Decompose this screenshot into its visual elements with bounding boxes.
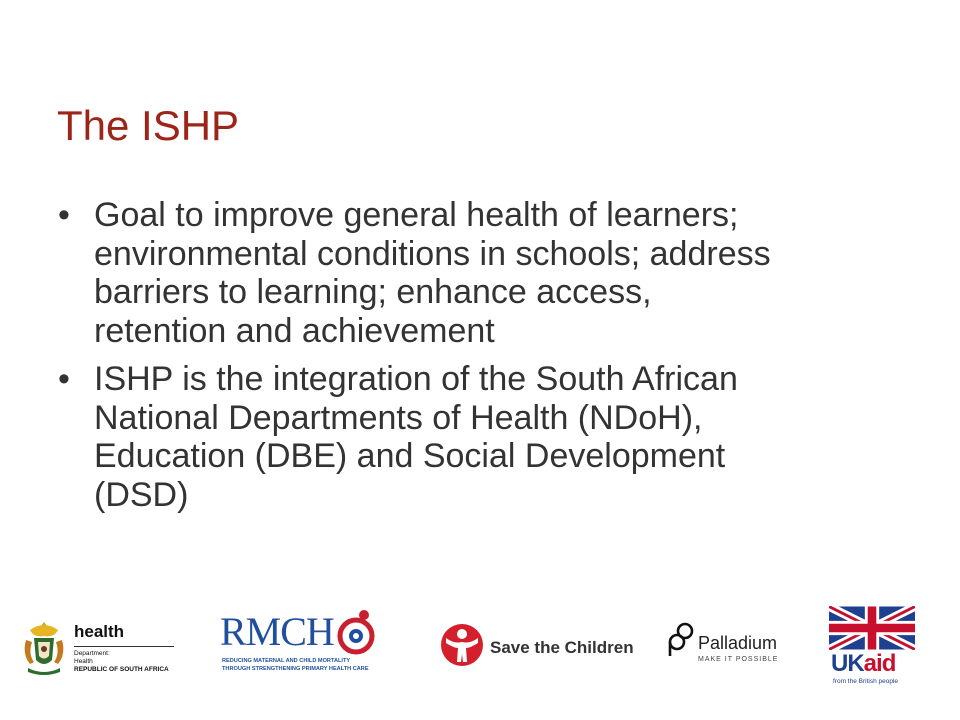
bullet-text-line: Goal to improve general health of learners; (94, 196, 739, 234)
partner-logo-strip (0, 598, 960, 698)
bullet-marker: • (58, 196, 70, 234)
health-wordmark: health (74, 622, 125, 641)
ukaid-aid-text: aid (863, 650, 896, 677)
bullet-text-line: barriers to learning; enhance access, (94, 273, 652, 311)
mother-child-icon (334, 608, 376, 656)
rmch-tagline-line: REDUCING MATERNAL AND CHILD MORTALITY (222, 658, 351, 664)
palladium-logo (668, 618, 798, 673)
palladium-p-icon (668, 622, 696, 658)
health-country-label: REPUBLIC OF SOUTH AFRICA (74, 666, 169, 673)
ukaid-tagline: from the British people (833, 678, 899, 685)
union-jack-flag-icon (829, 606, 915, 650)
bullet-item-goal (58, 196, 898, 350)
palladium-wordmark: Palladium (698, 633, 778, 653)
bullet-text-line: retention and achievement (94, 311, 495, 350)
bullet-text-line: environmental conditions in schools; address (94, 234, 771, 273)
health-divider (74, 646, 174, 647)
save-the-children-logo (440, 622, 650, 672)
bullet-text-line: National Departments of Health (NDoH), (94, 398, 703, 437)
bullet-list (58, 196, 898, 524)
ukaid-wordmark (831, 650, 895, 678)
rmch-tagline-line: THROUGH STRENGTHENING PRIMARY HEALTH CARE (222, 666, 369, 672)
ukaid-logo (827, 606, 917, 688)
bullet-marker: • (58, 360, 70, 398)
bullet-item-integration (58, 360, 898, 514)
ukaid-uk-text: UK (831, 650, 864, 677)
save-the-children-wordmark: Save the Children (490, 638, 634, 657)
bullet-text-line: Education (DBE) and Social Development (94, 437, 726, 475)
health-name-label: Health (74, 658, 93, 665)
health-department-label: Department: (74, 650, 110, 657)
rmch-wordmark: RMCH (220, 609, 334, 654)
palladium-tagline: MAKE IT POSSIBLE (698, 656, 779, 663)
slide-title: The ISHP (57, 102, 240, 149)
sa-health-logo (20, 620, 175, 680)
bullet-text-line: ISHP is the integration of the South African (94, 360, 738, 398)
child-figure-icon (440, 622, 484, 668)
coat-of-arms-icon (20, 620, 68, 678)
bullet-text-line: (DSD) (94, 475, 189, 514)
rmch-logo (220, 608, 380, 683)
